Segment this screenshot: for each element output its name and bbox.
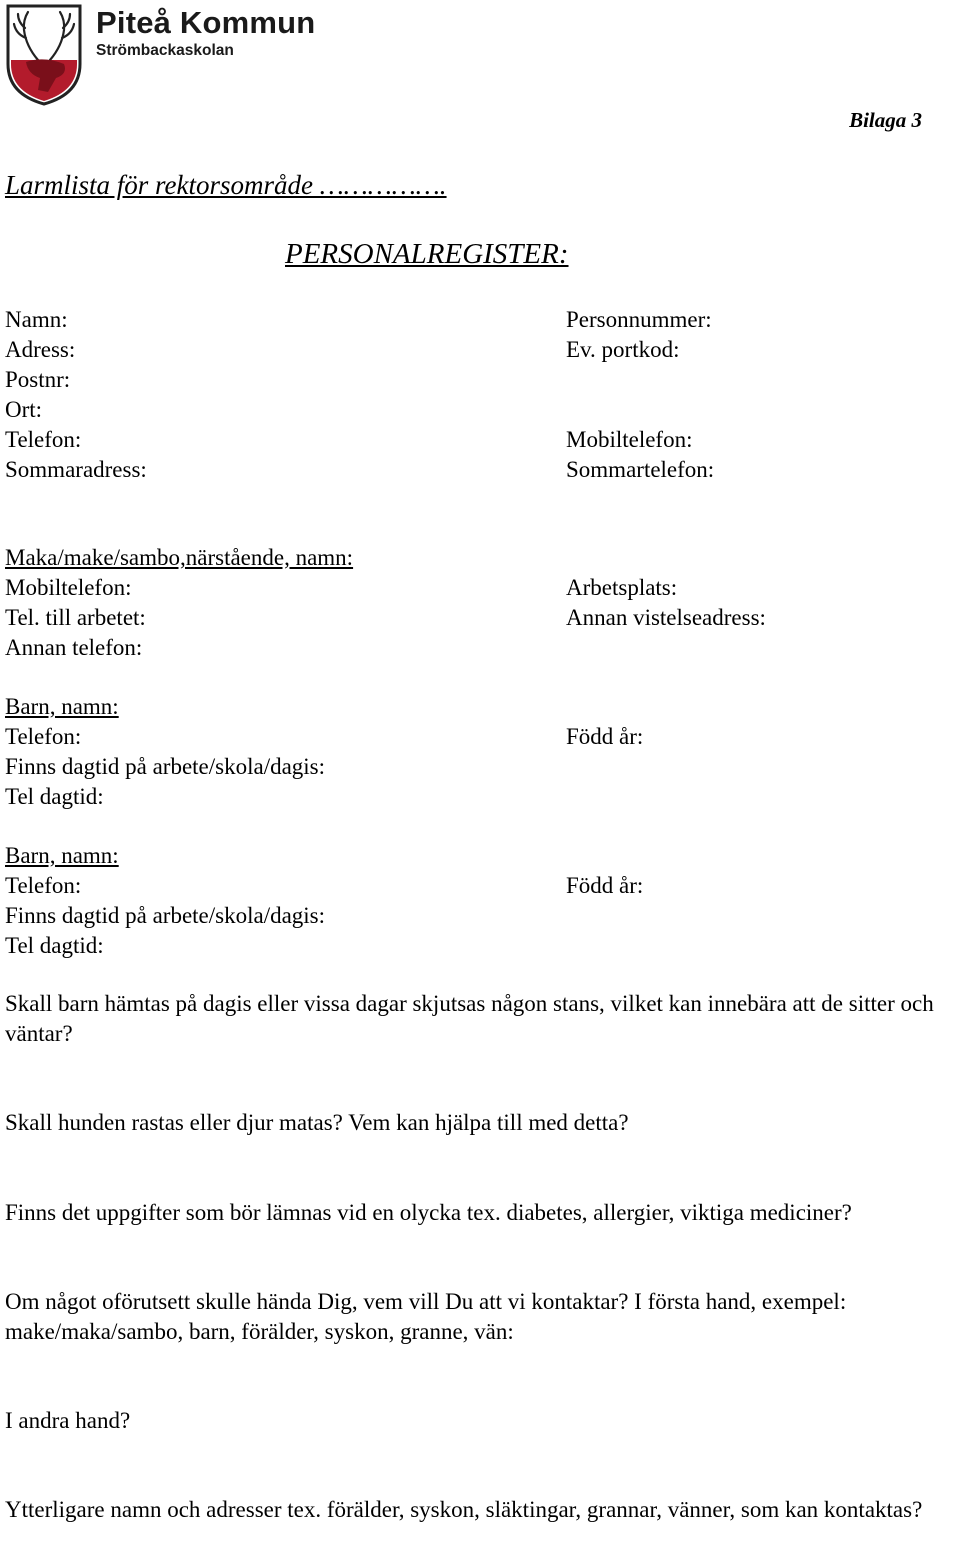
child-1-birth-year-label: Född år: [566, 724, 644, 749]
partner-mobile-label: Mobiltelefon: [5, 575, 132, 600]
child-2-daytime-phone-label: Tel dagtid: [5, 933, 104, 958]
field-label-name: Namn: [5, 307, 68, 332]
field-label-door-code: Ev. portkod: [566, 337, 680, 362]
school-name: Strömbackaskolan [96, 42, 234, 59]
partner-other-address-label: Annan vistelseadress: [566, 605, 766, 630]
header-brand [96, 6, 315, 61]
child-2-birth-year-label: Född år: [566, 873, 644, 898]
field-label-summer-phone: Sommartelefon: [566, 457, 715, 482]
field-label-personal-number: Personnummer: [566, 307, 712, 332]
field-label-phone: Telefon: [5, 427, 82, 452]
child-2-heading: Barn, namn: [5, 843, 119, 868]
question-emergency-contact: Om något oförutsett skulle hända Dig, vem vill Du att vi kontaktar? I första hand, exempel: make/maka/sambo, barn, förälder, syskon, granne, vän: [5, 1289, 847, 1344]
attachment-label: Bilaga 3 [849, 108, 922, 132]
question-child-pickup: Skall barn hämtas på dagis eller vissa dagar skjutsas någon stans, vilket kan innebära att de sitter och väntar? [5, 991, 934, 1046]
reindeer-crest-icon [4, 2, 84, 106]
field-label-mobile: Mobiltelefon: [566, 427, 693, 452]
question-pets: Skall hunden rastas eller djur matas? Vem kan hjälpa till med detta? [5, 1110, 629, 1135]
partner-other-phone-label: Annan telefon: [5, 635, 143, 660]
question-additional-contacts: Ytterligare namn och adresser tex. förälder, syskon, släktingar, grannar, vänner, som kan kontaktas? [5, 1497, 923, 1522]
child-2-phone-label: Telefon: [5, 873, 82, 898]
child-2-daytime-location-label: Finns dagtid på arbete/skola/dagis: [5, 903, 326, 928]
child-1-daytime-phone-label: Tel dagtid: [5, 784, 104, 809]
child-1-heading: Barn, namn: [5, 694, 119, 719]
child-1-daytime-location-label: Finns dagtid på arbete/skola/dagis: [5, 754, 326, 779]
field-label-address: Adress: [5, 337, 76, 362]
field-label-summer-address: Sommaradress: [5, 457, 147, 482]
field-label-city: Ort: [5, 397, 43, 422]
partner-heading: Maka/make/sambo,närstående, namn: [5, 545, 354, 570]
question-medical-info: Finns det uppgifter som bör lämnas vid en olycka tex. diabetes, allergier, viktiga mediciner? [5, 1200, 852, 1225]
document-title: Larmlista för rektorsområde ……………. [5, 170, 447, 200]
field-label-postcode: Postnr: [5, 367, 71, 392]
org-name: Piteå Kommun [96, 5, 316, 40]
partner-workplace-label: Arbetsplats: [566, 575, 678, 600]
register-title: PERSONALREGISTER: [285, 238, 569, 270]
child-1-phone-label: Telefon: [5, 724, 82, 749]
partner-work-phone-label: Tel. till arbetet: [5, 605, 146, 630]
question-second-contact: I andra hand? [5, 1408, 131, 1433]
